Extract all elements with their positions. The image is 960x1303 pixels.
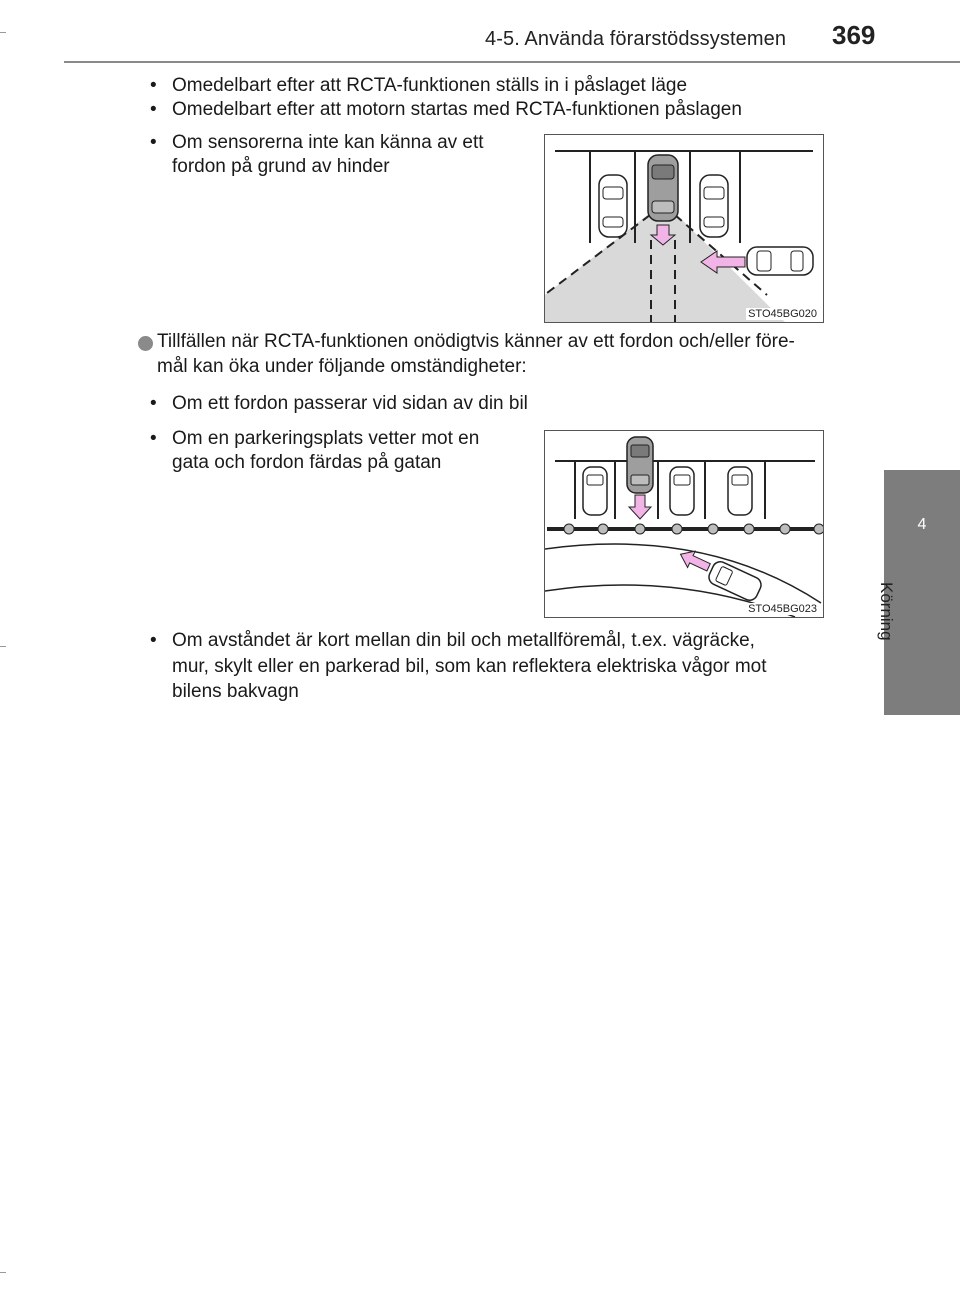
list-item bbox=[150, 98, 742, 122]
chapter-number: 4 bbox=[917, 516, 927, 533]
bullet-dot: • bbox=[150, 393, 157, 414]
chapter-title: Körning bbox=[877, 582, 896, 641]
section-title: 4-5. Använda förarstödssystemen bbox=[485, 28, 787, 50]
list-item-continuation: fordon på grund av hinder bbox=[172, 156, 390, 177]
street-illustration bbox=[545, 431, 823, 617]
list-item-text: Om sensorerna inte kan känna av ett bbox=[172, 132, 484, 153]
list-item bbox=[150, 131, 520, 155]
paragraph-line: mål kan öka under följande omständigheter: bbox=[157, 356, 527, 377]
paragraph-line: Tillfällen när RCTA-funktionen onödigtvis känner av ett fordon och/eller före- bbox=[157, 331, 795, 352]
bullet-dot: • bbox=[150, 132, 157, 153]
list-item-text: Omedelbart efter att RCTA-funktionen ställs in i påslaget läge bbox=[172, 75, 688, 96]
figure-code: STO45BG020 bbox=[748, 308, 817, 320]
bullet-dot: • bbox=[150, 630, 157, 651]
list-item bbox=[150, 74, 687, 98]
bullet-dot: • bbox=[150, 428, 157, 449]
list-item-text: Omedelbart efter att motorn startas med RCTA-funktionen påslagen bbox=[172, 99, 742, 120]
circle-bullet-icon bbox=[138, 336, 153, 351]
list-item-continuation: mur, skylt eller en parkerad bil, som kan reflektera elektriska vågor mot bbox=[172, 656, 767, 677]
page-number: 369 bbox=[832, 20, 876, 50]
parking-illustration bbox=[545, 135, 823, 322]
list-item-continuation: gata och fordon färdas på gatan bbox=[172, 452, 442, 473]
figure-blocked-sensors bbox=[544, 134, 824, 323]
list-item bbox=[150, 629, 840, 653]
list-item-text: Om ett fordon passerar vid sidan av din bil bbox=[172, 393, 528, 414]
bullet-dot: • bbox=[150, 99, 157, 120]
header-divider bbox=[64, 61, 960, 63]
list-item bbox=[150, 427, 520, 451]
list-item bbox=[150, 392, 528, 416]
list-item-text: Om avståndet är kort mellan din bil och metallföremål, t.ex. vägräcke, bbox=[172, 630, 755, 651]
crop-mark bbox=[0, 32, 6, 33]
figure-code: STO45BG023 bbox=[748, 603, 817, 615]
bullet-dot: • bbox=[150, 75, 157, 96]
list-item-text: Om en parkeringsplats vetter mot en bbox=[172, 428, 480, 449]
crop-mark bbox=[0, 646, 6, 647]
paragraph bbox=[157, 329, 857, 379]
list-item-continuation: bilens bakvagn bbox=[172, 681, 299, 702]
crop-mark bbox=[0, 1272, 6, 1273]
figure-street-parking bbox=[544, 430, 824, 618]
